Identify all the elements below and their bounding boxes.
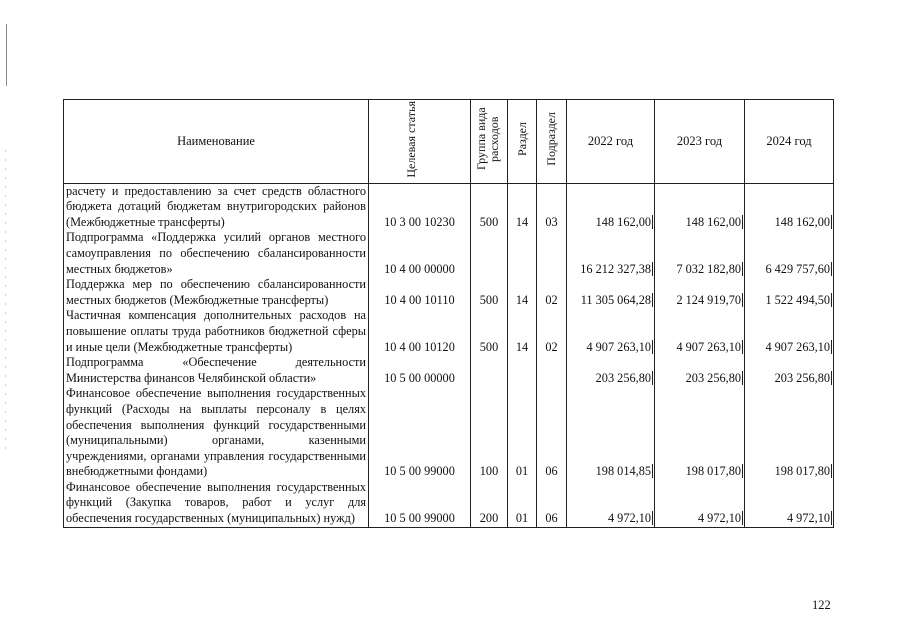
row-2024: 148 162,00 [745, 183, 834, 230]
row-2022: 203 256,80 [567, 355, 655, 386]
row-target-article: 10 4 00 00000 [369, 230, 471, 277]
row-expense-group [471, 355, 508, 386]
row-2022: 198 014,85 [567, 386, 655, 480]
header-expense-group: Группа вида расходов [471, 100, 508, 184]
row-2023: 4 972,10 [655, 480, 745, 527]
row-section [508, 355, 537, 386]
row-section: 01 [508, 386, 537, 480]
row-subsection: 06 [537, 386, 567, 480]
row-expense-group [471, 230, 508, 277]
row-2024: 198 017,80 [745, 386, 834, 480]
row-target-article: 10 3 00 10230 [369, 183, 471, 230]
row-2022: 4 907 263,10 [567, 308, 655, 355]
row-name: Подпрограмма «Поддержка усилий органов местного самоуправления по обеспечению сбалансированности местных бюджетов» [64, 230, 369, 277]
row-2022: 148 162,00 [567, 183, 655, 230]
row-expense-group: 500 [471, 183, 508, 230]
table-row [64, 480, 834, 527]
row-subsection: 03 [537, 183, 567, 230]
row-2022: 16 212 327,38 [567, 230, 655, 277]
row-2024: 4 972,10 [745, 480, 834, 527]
row-2022: 4 972,10 [567, 480, 655, 527]
row-2023: 7 032 182,80 [655, 230, 745, 277]
table-row [64, 230, 834, 277]
row-2023: 4 907 263,10 [655, 308, 745, 355]
row-section: 14 [508, 277, 537, 308]
row-2024: 4 907 263,10 [745, 308, 834, 355]
row-expense-group: 200 [471, 480, 508, 527]
row-subsection [537, 355, 567, 386]
row-2022: 11 305 064,28 [567, 277, 655, 308]
table-row [64, 183, 834, 230]
row-2023: 203 256,80 [655, 355, 745, 386]
row-subsection: 06 [537, 480, 567, 527]
row-target-article: 10 5 00 99000 [369, 480, 471, 527]
budget-table [63, 99, 834, 528]
row-subsection: 02 [537, 277, 567, 308]
header-2022: 2022 год [567, 100, 655, 184]
header-2023: 2023 год [655, 100, 745, 184]
row-name: Подпрограмма «Обеспечение деятельности Министерства финансов Челябинской области» [64, 355, 369, 386]
row-section: 01 [508, 480, 537, 527]
row-2024: 1 522 494,50 [745, 277, 834, 308]
row-name: Частичная компенсация дополнительных расходов на повышение оплаты труда работников бюджетной сферы и иные цели (Межбюджетные трансферты) [64, 308, 369, 355]
row-target-article: 10 4 00 10120 [369, 308, 471, 355]
row-expense-group: 500 [471, 308, 508, 355]
row-section [508, 230, 537, 277]
row-name: расчету и предоставлению за счет средств областного бюджета дотаций бюджетам внутригородских районов (Межбюджетные трансферты) [64, 183, 369, 230]
row-2023: 148 162,00 [655, 183, 745, 230]
row-name: Поддержка мер по обеспечению сбалансированности местных бюджетов (Межбюджетные трансферты) [64, 277, 369, 308]
row-section: 14 [508, 308, 537, 355]
row-2023: 198 017,80 [655, 386, 745, 480]
row-name: Финансовое обеспечение выполнения государственных функций (Расходы на выплаты персоналу в целях обеспечения выполнения функций государственными (муниципальными) органами, казенными учреждениями, органами управления государственными внебюджетными фондами) [64, 386, 369, 480]
header-name: Наименование [64, 100, 369, 184]
table-row [64, 308, 834, 355]
header-section: Раздел [508, 100, 537, 184]
row-target-article: 10 4 00 10110 [369, 277, 471, 308]
table-row [64, 386, 834, 480]
row-subsection: 02 [537, 308, 567, 355]
row-expense-group: 500 [471, 277, 508, 308]
header-2024: 2024 год [745, 100, 834, 184]
row-2024: 6 429 757,60 [745, 230, 834, 277]
page-number: 122 [812, 598, 831, 612]
row-2024: 203 256,80 [745, 355, 834, 386]
scan-edge-mark [6, 24, 7, 86]
header-subsection: Подраздел [537, 100, 567, 184]
row-section: 14 [508, 183, 537, 230]
row-target-article: 10 5 00 99000 [369, 386, 471, 480]
row-2023: 2 124 919,70 [655, 277, 745, 308]
row-subsection [537, 230, 567, 277]
row-expense-group: 100 [471, 386, 508, 480]
table-row [64, 355, 834, 386]
scan-edge-dots [5, 150, 6, 450]
row-name: Финансовое обеспечение выполнения государственных функций (Закупка товаров, работ и услуг для обеспечения государственных (муниципальных) нужд) [64, 480, 369, 527]
table-row [64, 277, 834, 308]
row-target-article: 10 5 00 00000 [369, 355, 471, 386]
header-target-article: Целевая статья [369, 100, 471, 184]
header-row [64, 100, 834, 184]
